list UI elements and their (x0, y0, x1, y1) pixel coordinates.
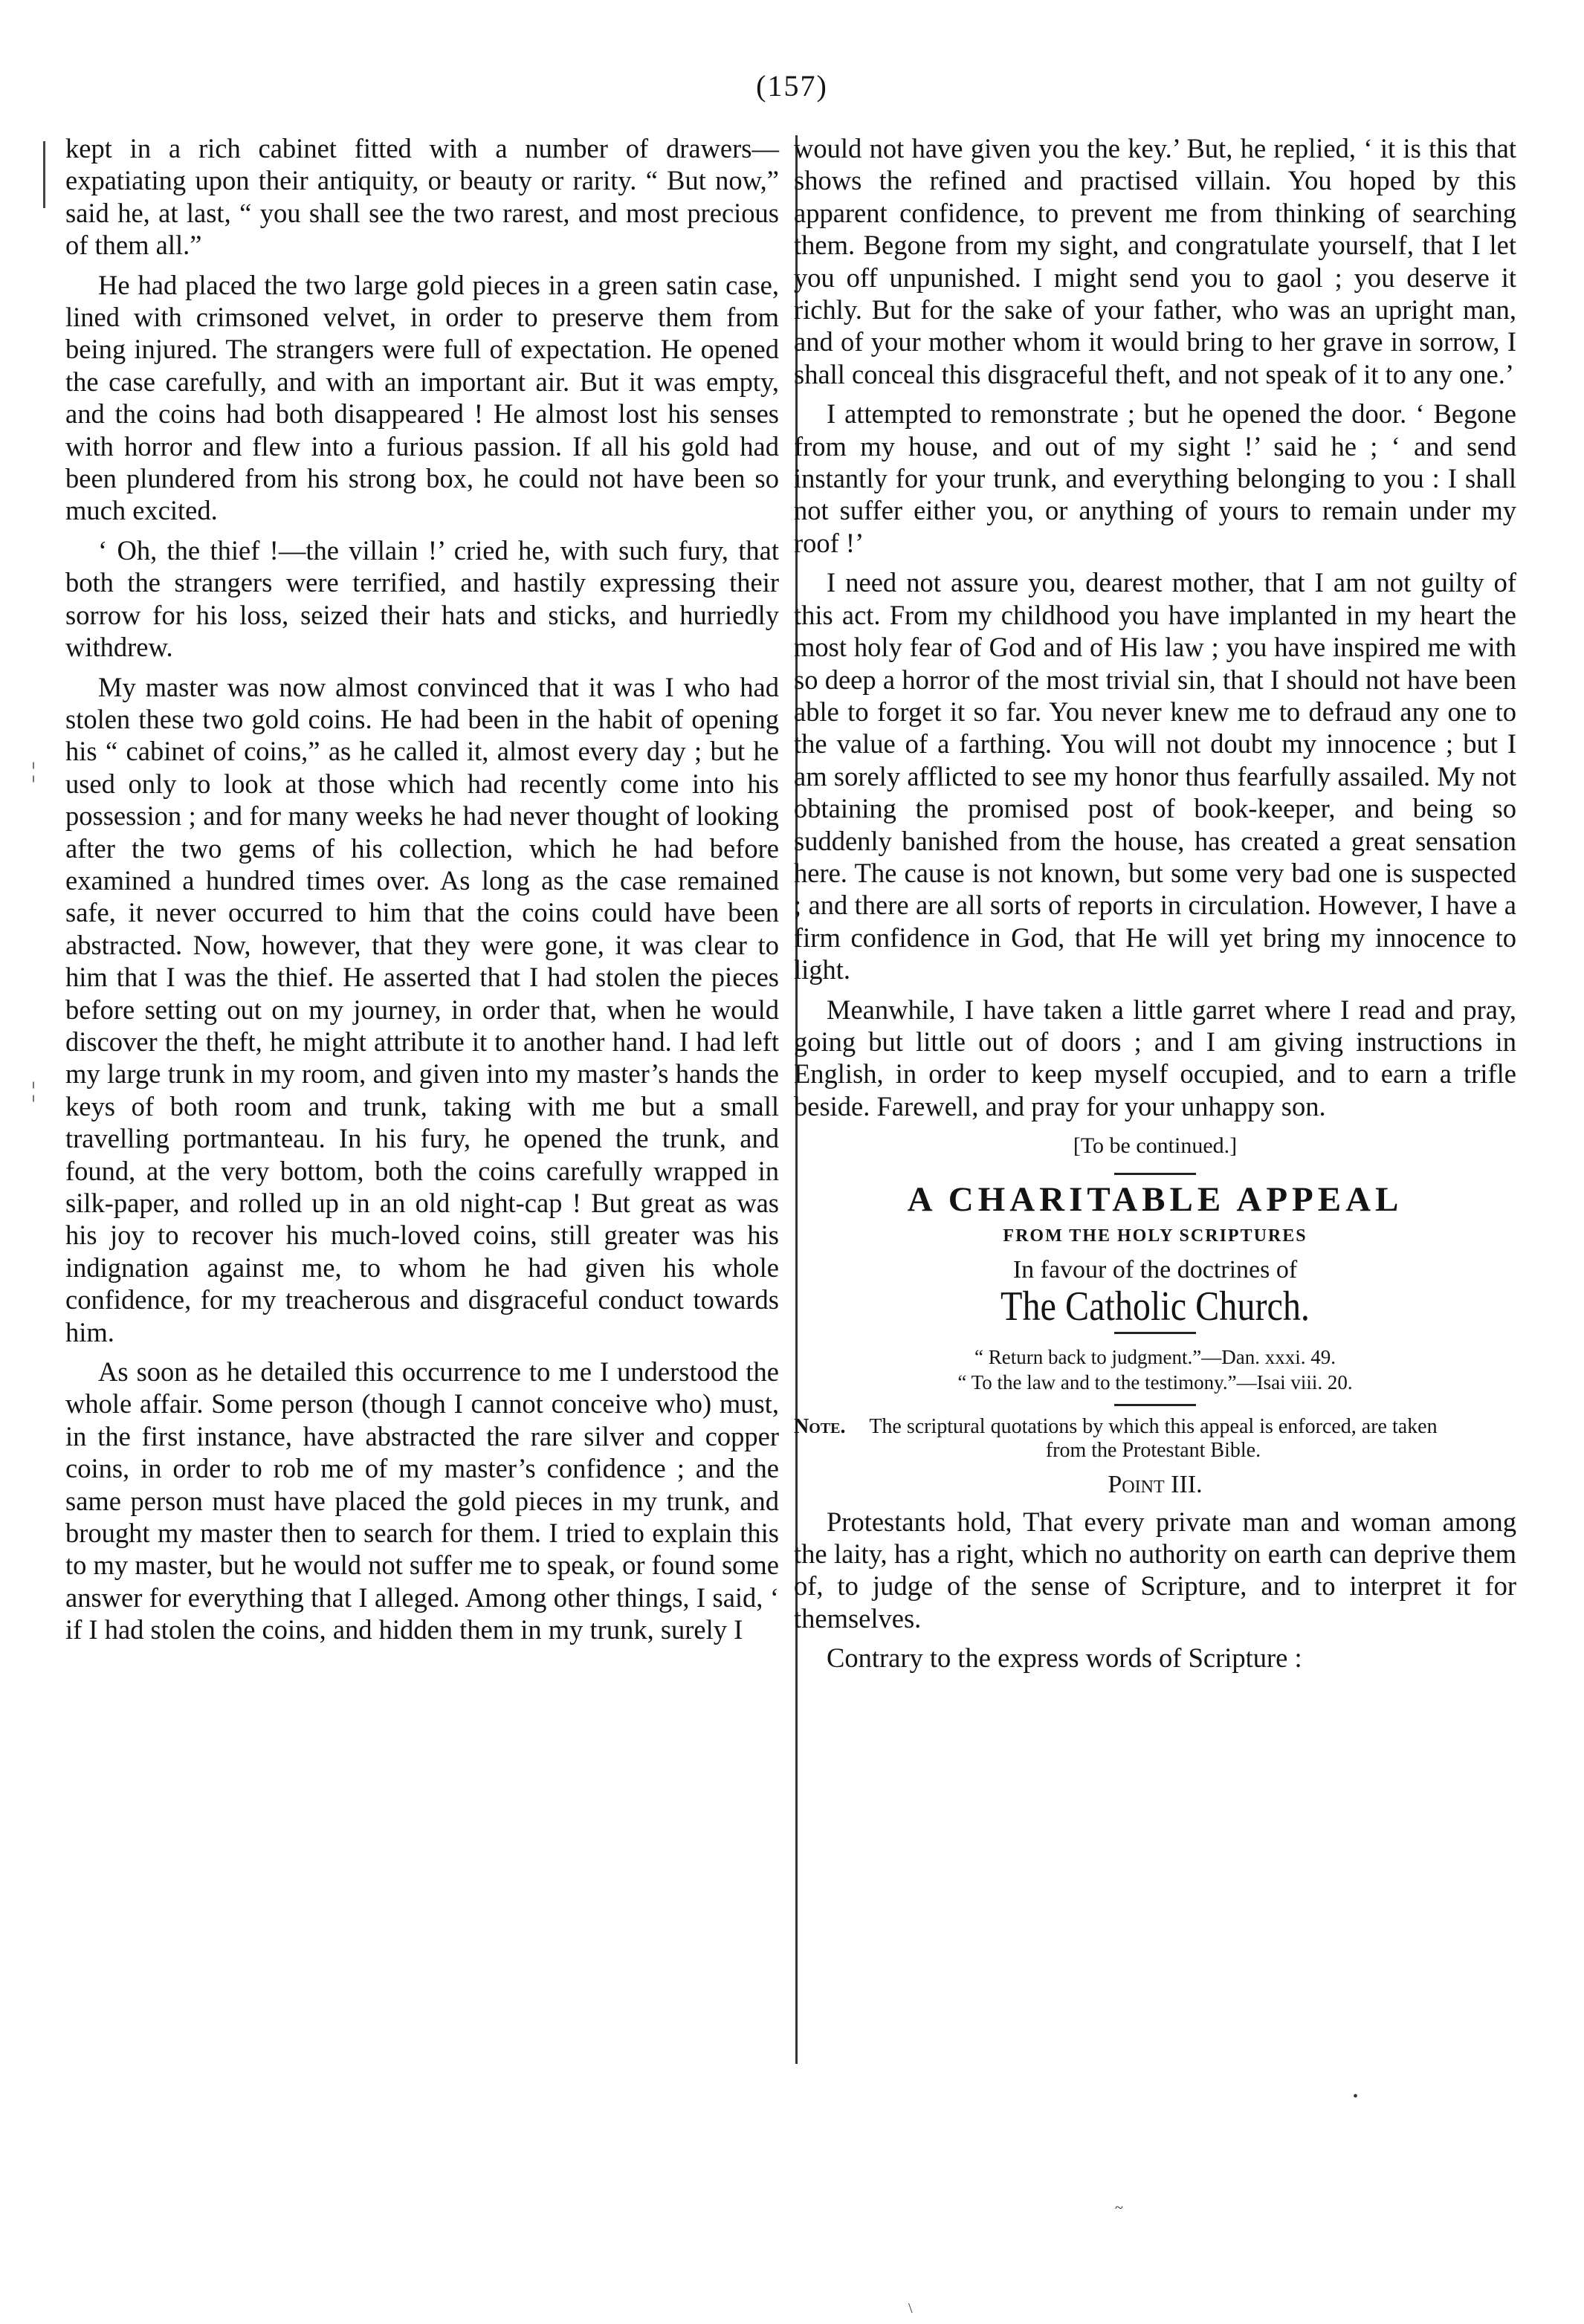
paragraph: would not have given you the key.’ But, he replied, ‘ it is this that shows the refined and practised villain. You hoped by this apparent confidence, to prevent me from thinking of searching them. Begone from my sight, and congratulate yourself, that I let you off unpunished. I might send you to gaol ; you deserve it richly. But for the sake of your father, who was an upright man, and of your mother whom it would bring to her grave in sorrow, I shall conceal this disgraceful theft, and not speak of it to any one.’ (794, 133, 1516, 389)
note-text: The scriptural quotations by which this appeal is enforced, are taken from the Protestant Bible. (869, 1415, 1438, 1463)
section-rule (1114, 1332, 1196, 1334)
appeal-subtitle: FROM THE HOLY SCRIPTURES (1003, 1226, 1307, 1246)
paragraph: He had placed the two large gold pieces in a green satin case, lined with crimsoned velvet, in order to preserve them from being injured. The strangers were full of expectation. He opened the case carefully, and with an important air. But it was empty, and the coins had both disappeared ! He almost lost his senses with horror and flew into a furious passion. If all his gold had been plundered from his strong box, he could not have been so much excited. (65, 269, 779, 526)
appeal-church-heading: The Catholic Church. (1000, 1283, 1310, 1330)
paragraph: As soon as he detailed this occurrence to me I understood the whole affair. Some person (though I cannot conceive who) must, in the first instance, have abstracted the rare silver and copper coins, in order to rob me of my master’s confidence ; and the same person must have placed the gold pieces in my trunk, and brought my master then to search for them. I tried to explain this to my master, but he would not suffer me to speak, or found some answer for everything that I alleged. Among other things, I said, ‘ if I had stolen the coins, and hidden them in my trunk, surely I (65, 1356, 779, 1645)
margin-rule (43, 141, 45, 208)
print-speck: • (1353, 2088, 1359, 2105)
epigraph-line: “ Return back to judgment.”—Dan. xxxi. 49. (974, 1346, 1336, 1369)
page-number: (157) (756, 69, 828, 103)
section-rule (1114, 1173, 1196, 1175)
left-column (65, 132, 779, 1654)
paragraph: ‘ Oh, the thief !—the villain !’ cried he, with such fury, that both the strangers were terrified, and hastily expressing their sorrow for his loss, seized their hats and sticks, and hurriedly withdrew. (65, 534, 779, 663)
paragraph: Protestants hold, That every private man and woman among the laity, has a right, which no authority on earth can deprive them of, to judge of the sense of Scripture, and to interpret it for themselves. (794, 1506, 1516, 1634)
print-speck: \ (908, 2300, 913, 2317)
appeal-title: A CHARITABLE APPEAL (907, 1179, 1403, 1219)
note (794, 1415, 1516, 1463)
paragraph: Meanwhile, I have taken a little garret where I read and pray, going but little out of doors ; and I am giving instructions in English, in order to keep myself occupied, and to earn a trifle beside. Farewell, and pray for your unhappy son. (794, 994, 1516, 1121)
paragraph: I attempted to remonstrate ; but he opened the door. ‘ Begone from my house, and out of my sight !’ said he ; ‘ and send instantly for your trunk, and everything belonging to you : I shall not suffer either you, or anything of yours to remain under my roof !’ (794, 398, 1516, 558)
paragraph: My master was now almost convinced that it was I who had stolen these two gold coins. He had been in the habit of opening his “ cabinet of coins,” as he called it, almost every day ; but he used only to look at those which had recently come into his possession ; and for many weeks he had never thought of looking after the two gems of his collection, which he had before examined a hundred times over. As long as the case remained safe, it never occurred to him that the coins could have been abstracted. Now, however, that they were gone, it was clear to him that I was the thief. He asserted that I had stolen the pieces before setting out on my journey, in order that, when he would discover the theft, he might attribute it to another hand. I had left my large trunk in my room, and given into my master’s hands the keys of both room and trunk, taking with me but a small travelling portmanteau. In his fury, he opened the trunk, and found, at the very bottom, both the coins carefully wrapped in silk-paper, and rolled up in an old night-cap ! But great as was his joy to recover his much-loved coins, still greater was his indignation against me, to whom he had given his whole confidence, for my treacherous and disgraceful conduct towards him. (65, 671, 779, 1347)
print-speck: ~ (1115, 2200, 1123, 2216)
epigraph (794, 1344, 1516, 1395)
epigraph-line: “ To the law and to the testimony.”—Isai viii. 20. (957, 1371, 1353, 1394)
point-heading: Point III. (1108, 1471, 1203, 1499)
paragraph: I need not assure you, dearest mother, that I am not guilty of this act. From my childhood you have implanted in my heart the most holy fear of God and of His law ; you have inspired me with so deep a horror of the most trivial sin, that I should not have been able to forget it so far. You never knew me to defraud any one to the value of a farthing. You will not doubt my innocence ; but I am sorely afflicted to see my honor thus fearfully assailed. My not obtaining the promised post of book-keeper, and being so suddenly banished from the house, has created a great sensation here. The cause is not known, but some very bad one is suspected ; and there are all sorts of reports in circulation. However, I have a firm confidence in God, that He will yet bring my innocence to light. (794, 567, 1516, 985)
margin-mark: ¦ (31, 1078, 36, 1102)
paragraph: Contrary to the express words of Scripture : (827, 1642, 1302, 1674)
right-column (794, 132, 1516, 1682)
note-label: Note. (794, 1415, 846, 1439)
margin-mark: ¦ (31, 758, 36, 783)
section-rule (1114, 1404, 1196, 1406)
to-be-continued: [To be continued.] (1073, 1133, 1238, 1159)
appeal-favour-line: In favour of the doctrines of (1012, 1256, 1298, 1284)
paragraph: kept in a rich cabinet fitted with a number of drawers—expatiating upon their antiquity, or beauty or rarity. “ But now,” said he, at last, “ you shall see the two rarest, and most precious of them all.” (65, 133, 779, 261)
